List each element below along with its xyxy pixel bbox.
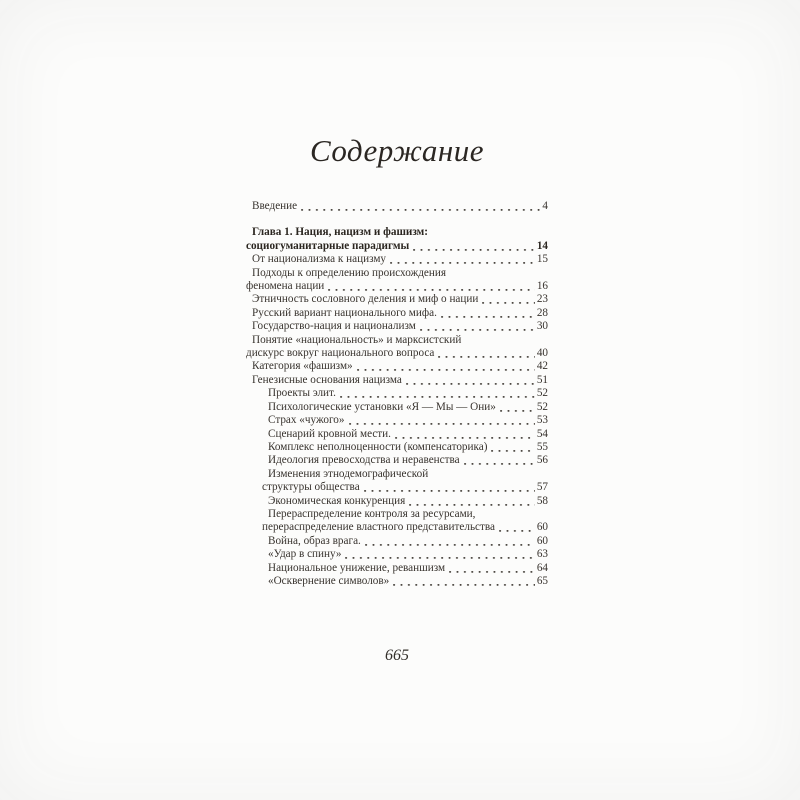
toc-entry-label: Экономическая конкуренция <box>268 494 406 507</box>
toc-entry <box>246 495 548 508</box>
toc-entry <box>246 387 548 400</box>
toc-entry-label: Страх «чужого» <box>268 414 345 427</box>
toc-entry-label: социогуманитарные парадигмы <box>246 239 410 252</box>
toc-entry-page: 52 <box>536 400 548 413</box>
toc-entry <box>246 428 548 441</box>
folio-page-number: 665 <box>385 647 409 664</box>
dot-leader <box>393 584 535 586</box>
table-of-contents <box>246 200 548 588</box>
toc-entry-page: 57 <box>536 481 548 494</box>
dot-leader <box>413 249 535 251</box>
dot-leader <box>491 450 534 452</box>
toc-entry <box>246 267 548 280</box>
toc-entry <box>246 535 548 548</box>
toc-entry-label: Категория «фашизм» <box>252 360 353 373</box>
toc-entry <box>246 401 548 414</box>
toc-entry-page: 64 <box>536 561 548 574</box>
dot-leader <box>409 504 535 506</box>
toc-entry-page: 4 <box>542 200 548 212</box>
toc-entry-page: 58 <box>536 494 548 507</box>
toc-entry-page: 51 <box>536 373 548 386</box>
dot-leader <box>500 410 535 412</box>
dot-leader <box>328 289 535 291</box>
toc-entry <box>246 240 548 253</box>
dot-leader <box>449 571 535 573</box>
toc-entry-label: Государство-нация и национализм <box>252 320 416 333</box>
toc-entry-label: феномена нации <box>246 280 325 293</box>
toc-entry-page: 52 <box>536 387 548 400</box>
toc-entry-label: Изменения этнодемографической <box>268 467 429 480</box>
dot-leader <box>420 329 535 331</box>
toc-entry-page: 14 <box>536 239 548 252</box>
toc-entry <box>246 347 548 360</box>
toc-entry-label: Этничность сословного деления и миф о нации <box>252 293 479 306</box>
toc-entry-page: 30 <box>536 320 548 333</box>
toc-entry-label: Введение <box>252 200 298 212</box>
toc-entry <box>246 454 548 467</box>
toc-entry <box>246 226 548 239</box>
toc-entry-label: дискурс вокруг национального вопроса <box>246 347 435 360</box>
dot-leader <box>438 356 534 358</box>
toc-entry-page: 28 <box>536 306 548 319</box>
dot-leader <box>499 530 535 532</box>
toc-entry-page: 54 <box>536 427 548 440</box>
toc-entry <box>246 562 548 575</box>
toc-entry <box>246 360 548 373</box>
toc-entry-label: Подходы к определению происхождения <box>252 266 447 279</box>
toc-entry <box>246 575 548 588</box>
toc-entry-label: «Удар в спину» <box>268 548 342 561</box>
dot-leader <box>482 302 534 304</box>
toc-entry <box>246 320 548 333</box>
dot-leader <box>340 396 535 398</box>
toc-entry <box>246 293 548 306</box>
toc-entry-label: Комплекс неполноценности (компенсаторика) <box>268 440 488 453</box>
toc-entry-page: 56 <box>536 454 548 467</box>
toc-entry <box>246 481 548 494</box>
toc-entry <box>246 468 548 481</box>
toc-entry-label: Психологические установки «Я — Мы — Они» <box>268 400 496 413</box>
toc-entry <box>246 521 548 534</box>
toc-entry-label: Сценарий кровной мести. <box>268 427 391 440</box>
toc-entry-page: 65 <box>536 574 548 587</box>
toc-entry-label: Генезисные основания нацизма <box>252 373 402 386</box>
toc-entry <box>246 548 548 561</box>
toc-entry <box>246 374 548 387</box>
dot-leader <box>441 316 535 318</box>
toc-entry <box>246 508 548 521</box>
toc-entry-label: структуры общества <box>262 481 360 494</box>
toc-entry-page: 40 <box>536 347 548 360</box>
toc-entry-label: Идеология превосходства и неравенства <box>268 454 460 467</box>
toc-entry-page: 63 <box>536 548 548 561</box>
toc-entry <box>246 441 548 454</box>
toc-entry-page: 15 <box>536 253 548 266</box>
toc-entry <box>246 334 548 347</box>
dot-leader <box>345 557 534 559</box>
toc-entry-label: Понятие «национальность» и марксистский <box>252 333 462 346</box>
toc-entry <box>246 307 548 320</box>
toc-entry-label: От национализма к нацизму <box>252 253 387 266</box>
toc-entry-page: 16 <box>536 280 548 293</box>
dot-leader <box>364 490 535 492</box>
toc-entry <box>246 253 548 266</box>
toc-entry-label: Русский вариант национального мифа. <box>252 306 437 319</box>
toc-entry-page: 60 <box>536 521 548 534</box>
toc-entry-label: Национальное унижение, реваншизм <box>268 561 446 574</box>
toc-entry-label: «Осквернение символов» <box>268 574 390 587</box>
toc-entry-page: 23 <box>536 293 548 306</box>
toc-entry-page: 60 <box>536 534 548 547</box>
toc-entry-label: перераспределение властного представительства <box>262 521 496 534</box>
dot-leader <box>406 383 535 385</box>
dot-leader <box>390 262 535 264</box>
toc-entry <box>246 280 548 293</box>
toc-entry <box>246 414 548 427</box>
toc-entry-label: Перераспределение контроля за ресурсами, <box>268 507 476 520</box>
dot-leader <box>349 423 535 425</box>
dot-leader <box>357 369 535 371</box>
dot-leader <box>464 463 535 465</box>
toc-entry-page: 42 <box>536 360 548 373</box>
toc-entry-label: Глава 1. Нация, нацизм и фашизм: <box>252 226 429 239</box>
toc-entry <box>246 200 548 213</box>
dot-leader <box>395 437 535 439</box>
toc-entry-page: 53 <box>536 414 548 427</box>
page-title: Содержание <box>309 133 485 168</box>
dot-leader <box>301 209 540 211</box>
dot-leader <box>365 544 535 546</box>
toc-entry-label: Война, образ врага. <box>268 534 361 547</box>
toc-entry-label: Проекты элит. <box>268 387 336 400</box>
toc-entry-page: 55 <box>536 440 548 453</box>
